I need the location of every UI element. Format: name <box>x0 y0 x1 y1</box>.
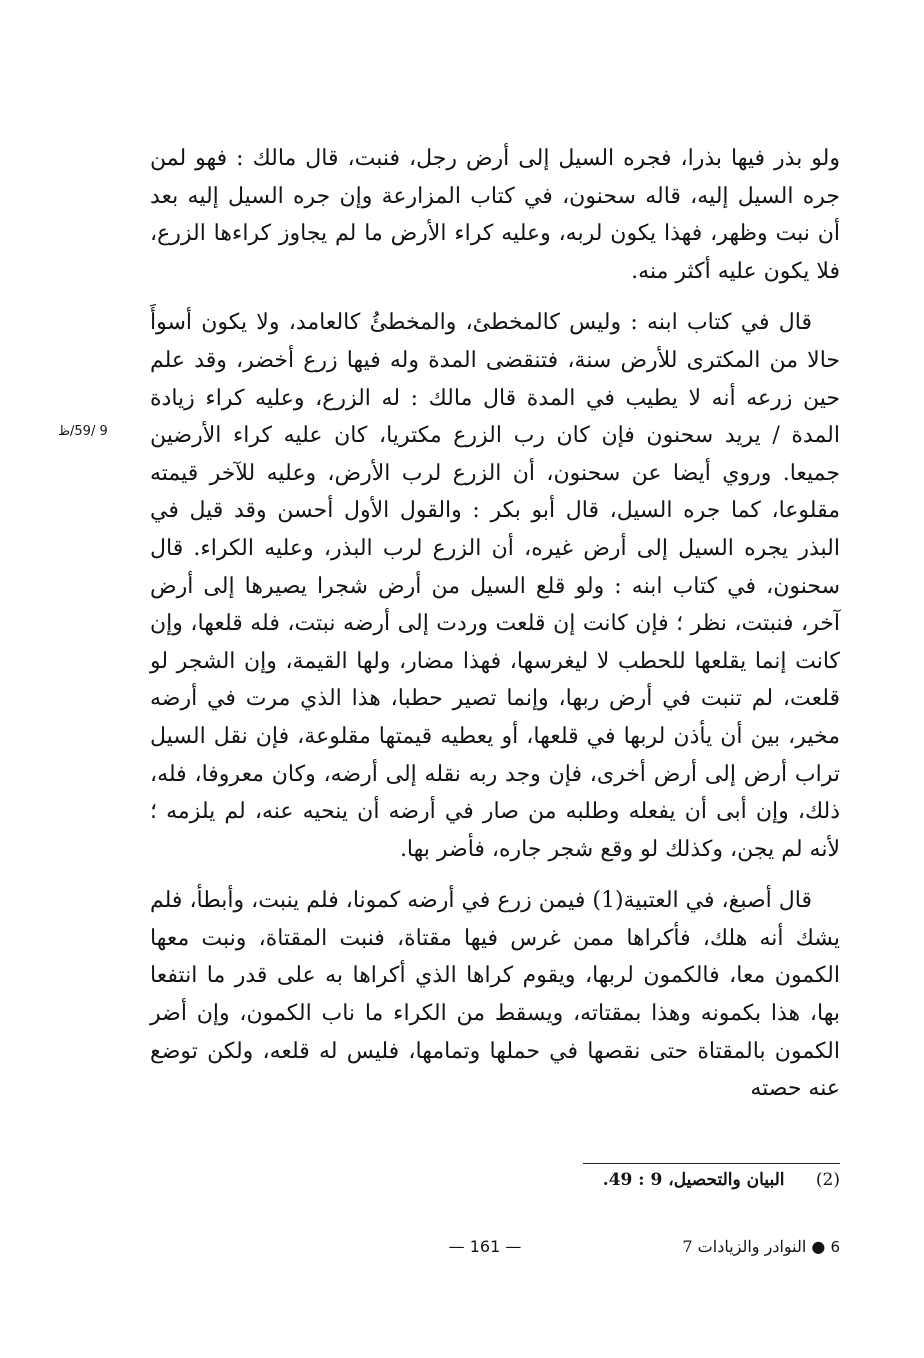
main-text <box>150 140 840 1108</box>
paragraph-1: ولو بذر فيها بذرا، فجره السيل إلى أرض رجل، فنبت، قال مالك : فهو لمن جره السيل إليه، قاله سحنون، في كتاب المزارعة وإن جره السيل إليه بعد أن نبت وظهر، فهذا يكون لربه، وعليه كراء الأرض ما لم يجاوز كراءها الزرع، فلا يكون عليه أكثر منه. <box>150 146 840 284</box>
footnote-marker: (2) <box>815 1170 840 1190</box>
paragraph-2: قال في كتاب ابنه : وليس كالمخطئ، والمخطئُ كالعامد، ولا يكون أسوأَ حالا من المكترى للأرض سنة، فتنقضى المدة وله فيها زرع أخضر، وقد علم حين زرعه أنه لا يطيب في المدة قال مالك : له الزرع، وعليه كراء زيادة المدة / يريد سحنون فإن كان رب الزرع مكتريا، كان عليه كراء الأرضين جميعا. وروي أيضا عن سحنون، أن الزرع لرب الأرض، وعليه للآخر قيمته مقلوعا، كما جره السيل، قال أبو بكر : والقول الأول أحسن وقد قيل في البذر يجره السيل إلى أرض غيره، أن الزرع لرب البذر، وعليه الكراء. قال سحنون، في كتاب ابنه : ولو قلع السيل من أرض شجرا يصيرها إلى أرض آخر، فنبتت، نظر ؛ فإن كانت إن قلعت وردت إلى أرضه نبتت، فله قلعها، وإن كانت إنما يقلعها للحطب لا ليغرسها، فهذا مضار، ولها القيمة، وإن الشجر لو قلعت، لم تنبت في أرض ربها، وإنما تصير حطبا، هذا الذي مرت في أرضه مخير، بين أن يأذن لربها في قلعها، أو يعطيه قيمتها مقلوعة، فإن نقل السيل تراب أرض إلى أرض أخرى، فإن وجد ربه نقله إلى أرضه، وكان معروفا، فله، ذلك، وإن أبى أن يفعله وطلبه من صار في أرضه أن ينحيه عنه، لم يلزمه ؛ لأنه لم يجن، وكذلك لو وقع شجر جاره، فأضر بها. <box>150 310 840 862</box>
footnote-text: البيان والتحصيل، 9 : 49. <box>602 1170 785 1190</box>
footnote <box>520 1170 840 1190</box>
page-footer <box>0 1237 924 1267</box>
paragraph-3: قال أصبغ، في العتبية(1) فيمن زرع في أرضه كمونا، فلم ينبت، وأبطأ، فلم يشك أنه هلك، فأكراها ممن غرس فيها مقتاة، فنبت المقتاة، ونبت معها الكمون معا، فالكمون لربها، ويقوم كراها الذي أكراها به على قدر ما انتفعا بها، هذا بكمونه وهذا بمقتاته، ويسقط من الكراء ما ناب الكمون، وإن أضر الكمون بالمقتاة حتى نقصها في حملها وتمامها، فليس له قلعه، ولكن توضع عنه حصته <box>150 888 840 1102</box>
signature-text: النوادر والزيادات 7 <box>682 1237 807 1256</box>
manuscript-folio-note: 9 /59/ظ <box>58 424 108 439</box>
page-number: — 161 — <box>448 1237 522 1256</box>
footnote-separator <box>583 1163 840 1164</box>
printer-signature: 6 ● النوادر والزيادات 7 <box>682 1237 840 1256</box>
signature-number: 6 <box>830 1238 840 1256</box>
